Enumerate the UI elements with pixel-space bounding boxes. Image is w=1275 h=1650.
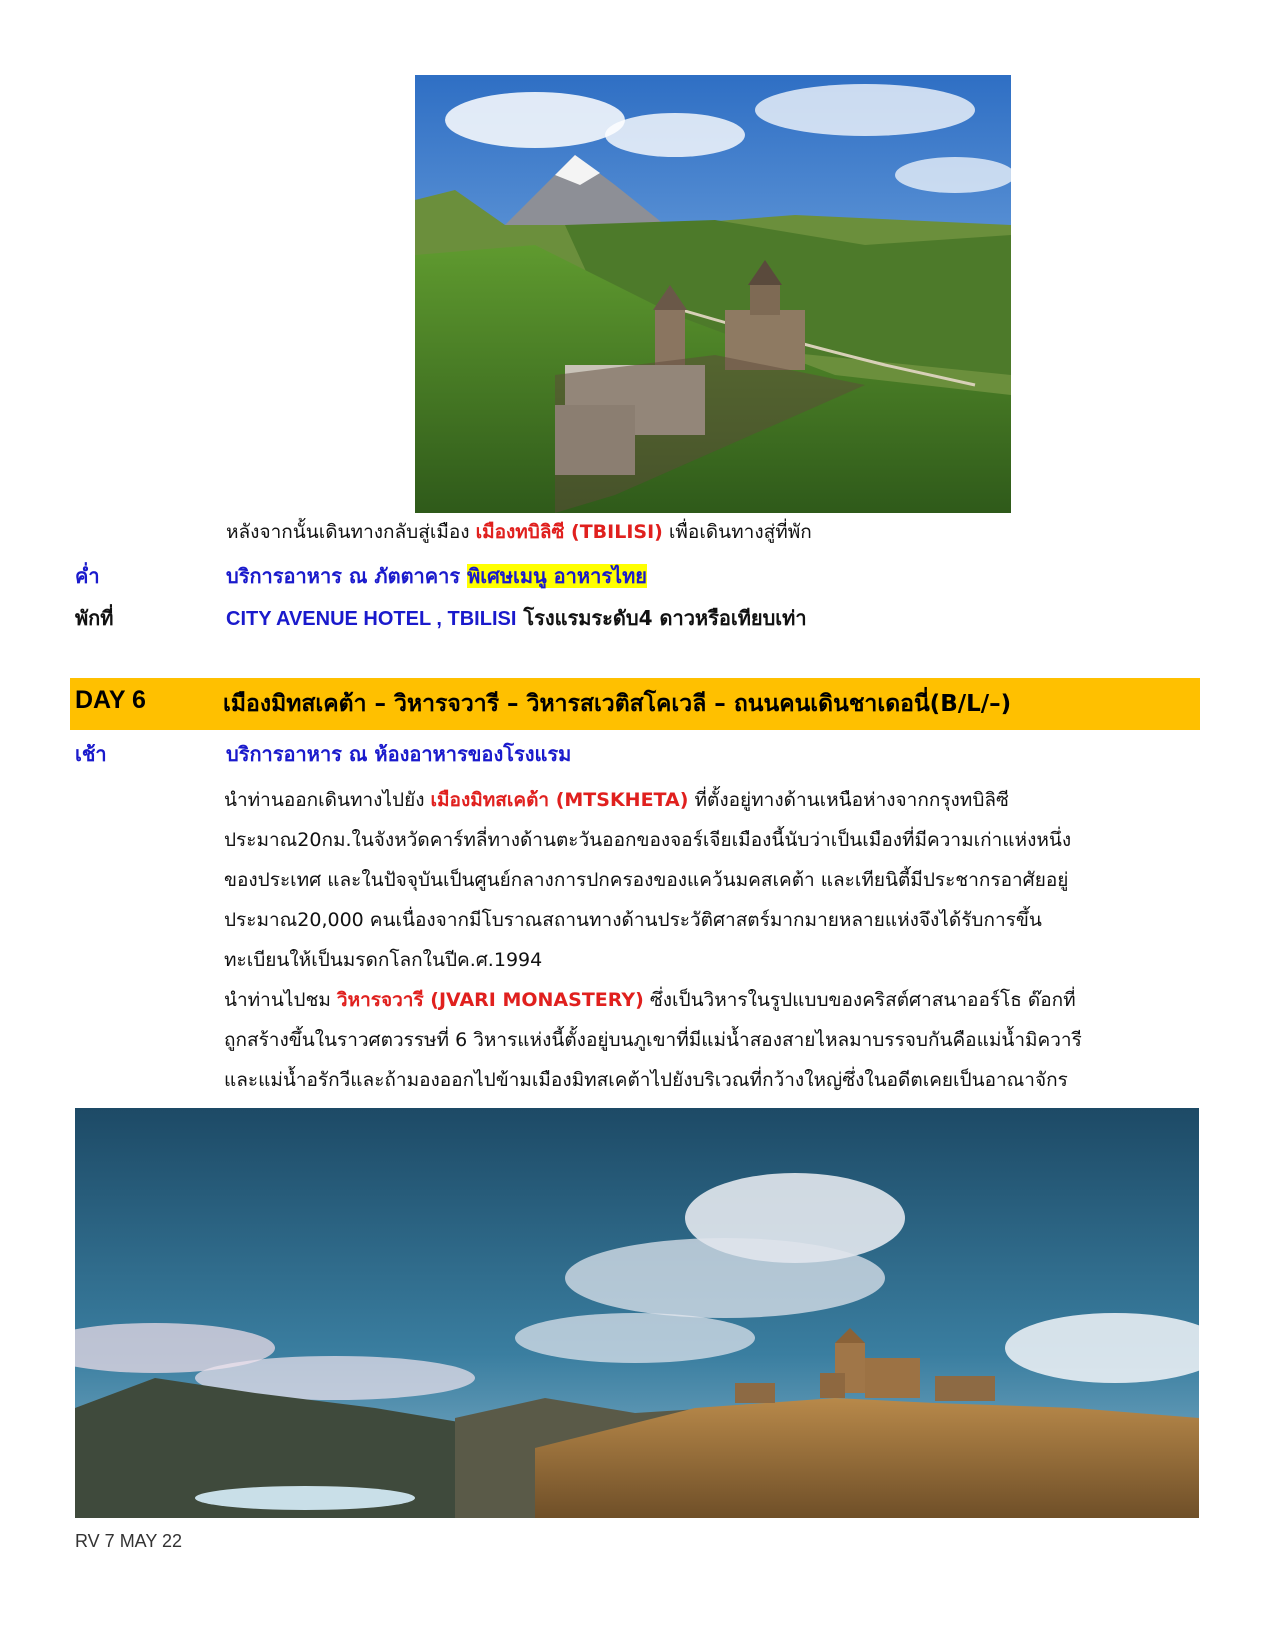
intro-after: เพื่อเดินทางสู่ที่พัก (662, 521, 812, 543)
para1-line2: ประมาณ20กม.ในจังหวัดคาร์ทลี่ทางด้านตะวันออกของจอร์เจียเมืองนี้นับว่าเป็นเมืองที่มีความเก่าแห่งหนึ่ง (224, 829, 1072, 851)
para1-line4: ประมาณ20,000 คนเนื่องจากมีโบราณสถานทางด้านประวัติศาสตร์มากมายหลายแห่งจึงได้รับการขึ้น (224, 909, 1042, 931)
gergeti-church-photo (415, 75, 1011, 513)
mtskheta-paragraph (224, 780, 1199, 980)
intro-city: เมืองทบิลิซี (TBILISI) (475, 521, 663, 543)
para1-before: นำท่านออกเดินทางไปยัง (224, 789, 431, 811)
intro-line (226, 518, 812, 546)
jvari-paragraph (224, 980, 1199, 1100)
breakfast-text: บริการอาหาร ณ ห้องอาหารของโรงแรม (226, 742, 572, 766)
intro-before: หลังจากนั้นเดินทางกลับสู่เมือง (226, 521, 476, 543)
hotel-name: CITY AVENUE HOTEL , TBILISI (226, 608, 517, 630)
day-title: เมืองมิทสเคต้า – วิหารจวารี – วิหารสเวติสโคเวลี – ถนนคนเดินชาเดอนี่(B/L/–) (223, 691, 1012, 717)
para1-line1 (224, 780, 1199, 820)
hotel-line (226, 604, 807, 633)
day-header-bar (70, 678, 1200, 730)
dinner-label: ค่ำ (75, 564, 100, 588)
para2-line1 (224, 980, 1199, 1020)
para2-before: นำท่านไปชม (224, 989, 337, 1011)
para1-after: ที่ตั้งอยู่ทางด้านเหนือห่างจากกรุงทบิลิซี (688, 789, 1009, 811)
hotel-rating: โรงแรมระดับ4 ดาวหรือเทียบเท่า (516, 606, 807, 630)
footer-revision: RV 7 MAY 22 (75, 1531, 183, 1551)
dinner-highlight: พิเศษเมนู อาหารไทย (467, 564, 648, 588)
breakfast-label: เช้า (75, 742, 107, 766)
jvari-monastery-photo (75, 1108, 1199, 1518)
para1-place: เมืองมิทสเคต้า (MTSKHETA) (430, 789, 689, 811)
para2-line3: และแม่น้ำอรักวีและถ้ามองออกไปข้ามเมืองมิทสเคต้าไปยังบริเวณที่กว้างใหญ่ซึ่งในอดีตเคยเป็นอาณาจักร (224, 1069, 1068, 1091)
dinner-text: บริการอาหาร ณ ภัตตาคาร (226, 564, 468, 588)
dinner-line (226, 562, 647, 590)
hotel-label: พักที่ (75, 606, 114, 630)
para1-line5: ทะเบียนให้เป็นมรดกโลกในปีค.ศ.1994 (224, 949, 543, 971)
para2-after: ซึ่งเป็นวิหารในรูปแบบของคริสต์ศาสนาออร์โธ ด๊อกที่ (643, 989, 1076, 1011)
day-number: DAY 6 (75, 686, 146, 714)
para2-line2: ถูกสร้างขึ้นในราวศตวรรษที่ 6 วิหารแห่งนี้ตั้งอยู่บนภูเขาที่มีแม่น้ำสองสายไหลมาบรรจบกันคือแม่น้ำมิควารี (224, 1029, 1082, 1051)
para1-line3: ของประเทศ และในปัจจุบันเป็นศูนย์กลางการปกครองของแคว้นมคสเคต้า และเทียนิตี้มีประชากรอาศัยอยู่ (224, 869, 1069, 891)
para2-place: วิหารจวารี (JVARI MONASTERY) (336, 989, 644, 1011)
